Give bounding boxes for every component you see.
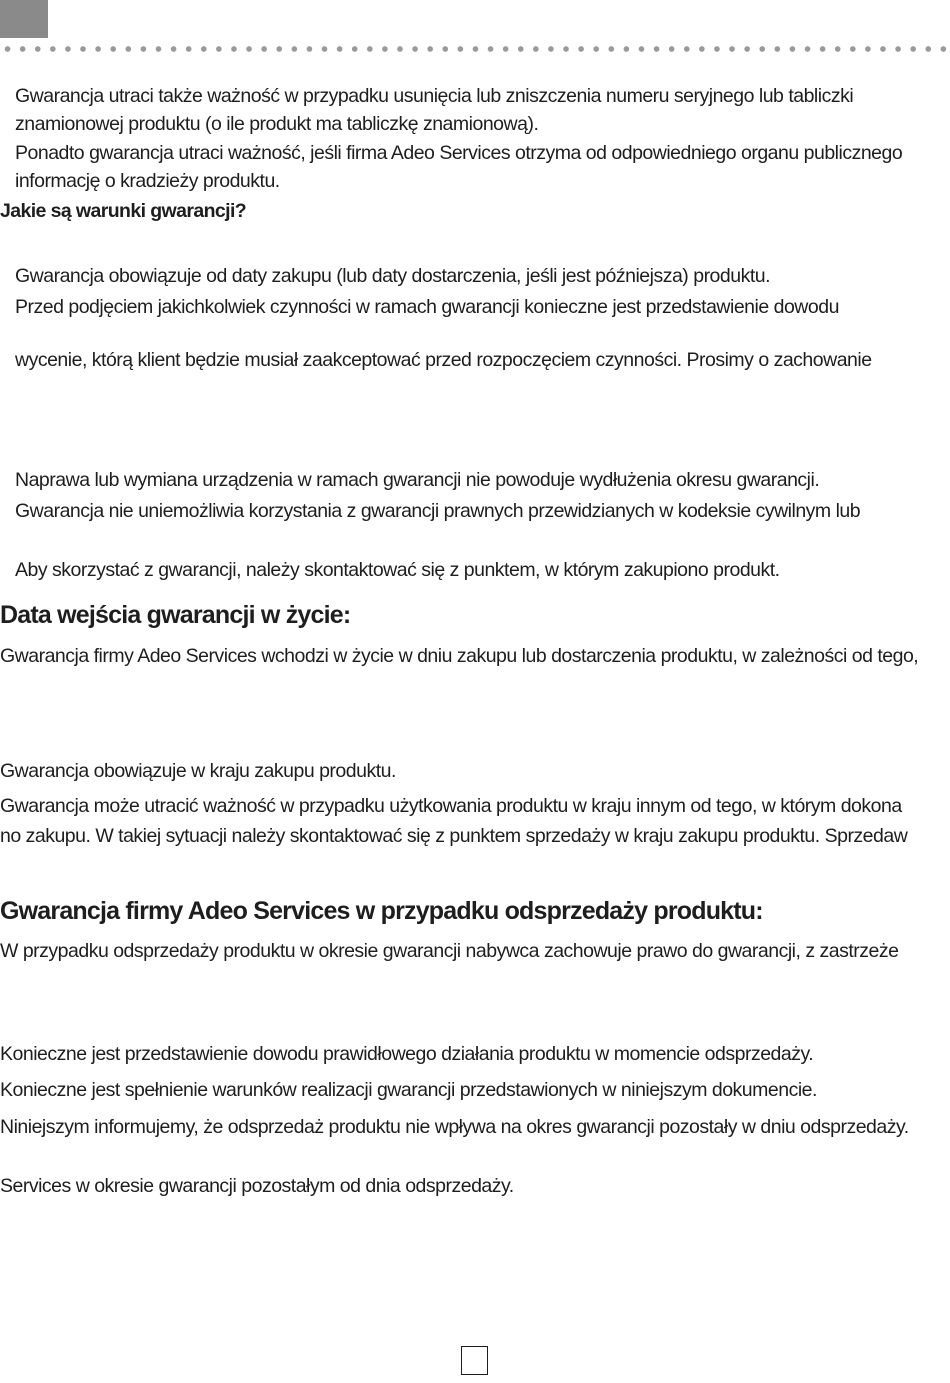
dotted-divider bbox=[0, 46, 950, 52]
sec2-p5: Gwarancja nie uniemożliwia korzystania z gwarancji prawnych przewidzianych w kodeksie cywilnym lub bbox=[15, 500, 861, 522]
sec4-p4: Niniejszym informujemy, że odsprzedaż produktu nie wpływa na okres gwarancji pozostały w dniu odsprzedaży. bbox=[0, 1116, 909, 1138]
sec3-p1: Gwarancja firmy Adeo Services wchodzi w życie w dniu zakupu lub dostarczenia produktu, w zależności od tego, bbox=[0, 645, 919, 667]
sec3-p3-line1: Gwarancja może utracić ważność w przypadku użytkowania produktu w kraju innym od tego, w którym dokona bbox=[0, 795, 902, 817]
sec3-p3-line2: no zakupu. W takiej sytuacji należy skontaktować się z punktem sprzedaży w kraju zakupu produktu. Sprzedaw bbox=[0, 825, 908, 847]
sec2-p3: wycenie, którą klient będzie musiał zaakceptować przed rozpoczęciem czynności. Prosimy o zachowanie bbox=[15, 349, 872, 371]
sec3-p2: Gwarancja obowiązuje w kraju zakupu produktu. bbox=[0, 760, 396, 782]
sec4-p2: Konieczne jest przedstawienie dowodu prawidłowego działania produktu w momencie odsprzedaży. bbox=[0, 1043, 814, 1065]
page-number-box bbox=[461, 1346, 488, 1375]
sec1-p2-line1: Ponadto gwarancja utraci ważność, jeśli firma Adeo Services otrzyma od odpowiedniego organu publicznego bbox=[15, 142, 903, 164]
section-heading-data-wejscia: Data wejścia gwarancji w życie: bbox=[0, 601, 351, 629]
sec2-p6: Aby skorzystać z gwarancji, należy skontaktować się z punktem, w którym zakupiono produkt. bbox=[15, 559, 780, 581]
section-heading-warunki: Jakie są warunki gwarancji? bbox=[0, 200, 247, 222]
section-heading-odsprzedaz: Gwarancja firmy Adeo Services w przypadku odsprzedaży produktu: bbox=[0, 897, 763, 925]
sec2-p4: Naprawa lub wymiana urządzenia w ramach gwarancji nie powoduje wydłużenia okresu gwarancji. bbox=[15, 469, 820, 491]
sec4-p5: Services w okresie gwarancji pozostałym od dnia odsprzedaży. bbox=[0, 1175, 514, 1197]
corner-block bbox=[0, 0, 48, 38]
sec4-p3: Konieczne jest spełnienie warunków realizacji gwarancji przedstawionych w niniejszym dokumencie. bbox=[0, 1079, 817, 1101]
sec4-p1: W przypadku odsprzedaży produktu w okresie gwarancji nabywca zachowuje prawo do gwarancji, z zastrzeże bbox=[0, 940, 899, 962]
sec1-p1-line2: znamionowej produktu (o ile produkt ma tabliczkę znamionową). bbox=[15, 113, 539, 135]
sec2-p2: Przed podjęciem jakichkolwiek czynności w ramach gwarancji konieczne jest przedstawienie dowodu bbox=[15, 296, 839, 318]
sec1-p1-line1: Gwarancja utraci także ważność w przypadku usunięcia lub zniszczenia numeru seryjnego lub tabliczki bbox=[15, 85, 854, 107]
sec2-p1: Gwarancja obowiązuje od daty zakupu (lub daty dostarczenia, jeśli jest późniejsza) produktu. bbox=[15, 265, 771, 287]
sec1-p2-line2: informację o kradzieży produktu. bbox=[15, 170, 280, 192]
